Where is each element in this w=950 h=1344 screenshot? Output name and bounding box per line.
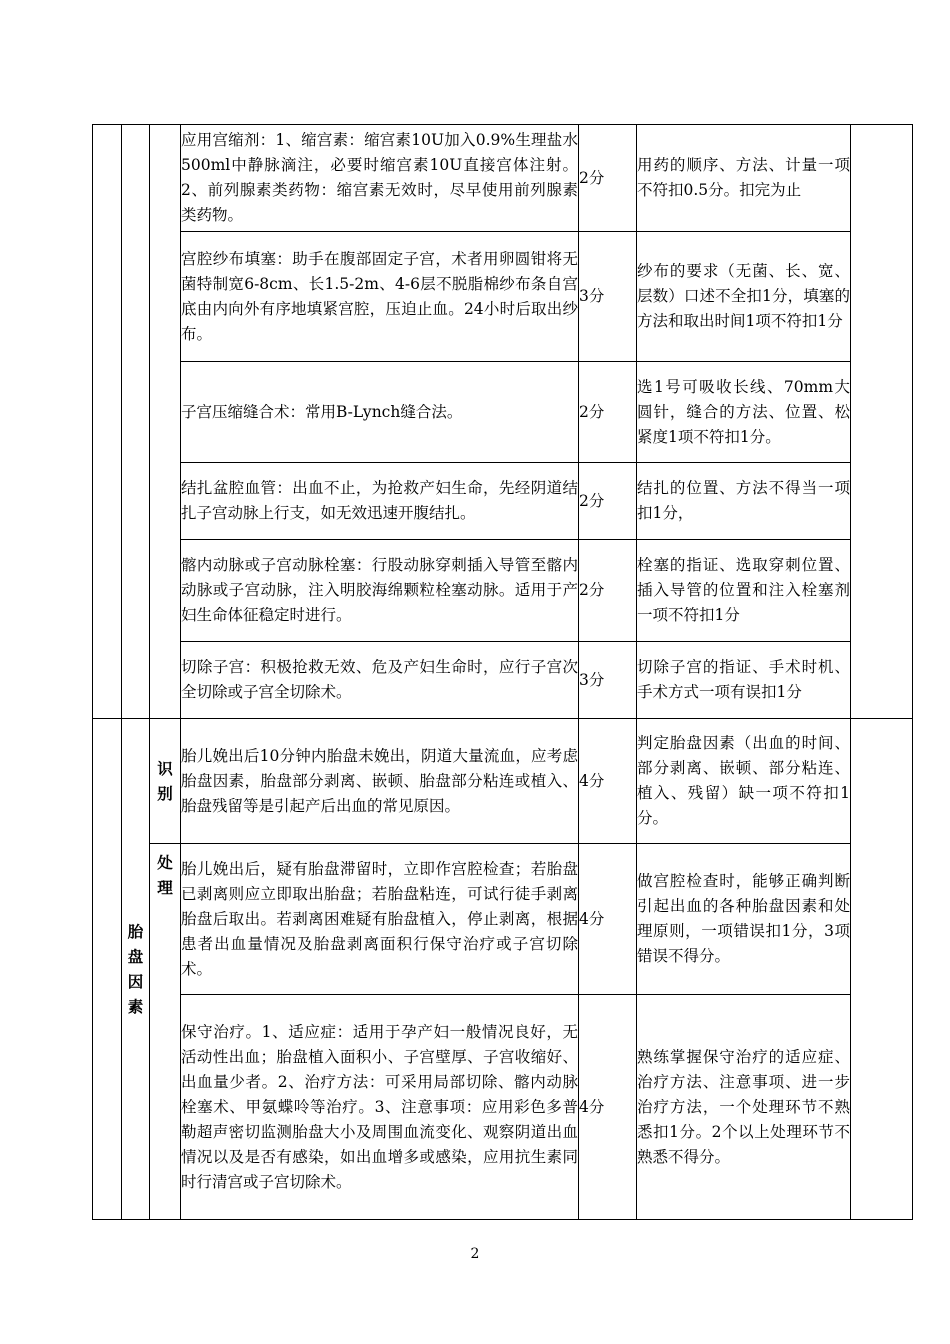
item-content: 保守治疗。1、适应症：适用于孕产妇一般情况良好，无活动性出血；胎盘植入面积小、子宫壁厚、子宫收缩好、出血量少者。2、治疗方法：可采用局部切除、髂内动脉栓塞术、甲氨蝶呤等治疗。3、注意事项：应用彩色多普勒超声密切监测胎盘大小及周围血流变化、观察阴道出血情况以及是否有感染，如出血增多或感染，应用抗生素同时行清宫或子宫切除术。 xyxy=(181,995,579,1220)
subcategory-treat: 处 理 xyxy=(150,844,181,1220)
table-row xyxy=(93,642,913,719)
item-score: 4分 xyxy=(579,719,637,844)
item-score: 3分 xyxy=(579,642,637,719)
item-content: 胎儿娩出后，疑有胎盘滞留时，立即作宫腔检查；若胎盘已剥离则应立即取出胎盘；若胎盘粘连，可试行徒手剥离胎盘后取出。若剥离困难疑有胎盘植入，停止剥离，根据患者出血量情况及胎盘剥离面积行保守治疗或子宫切除术。 xyxy=(181,844,579,995)
item-content: 结扎盆腔血管：出血不止，为抢救产妇生命，先经阴道结扎子宫动脉上行支，如无效迅速开腹结扎。 xyxy=(181,463,579,540)
table-row xyxy=(93,232,913,362)
table-row xyxy=(93,540,913,642)
category-placenta-factor: 胎 盘 因 素 xyxy=(122,719,150,1220)
deduction-cell xyxy=(851,125,913,719)
item-score: 2分 xyxy=(579,463,637,540)
blank-col-1 xyxy=(93,125,122,719)
scoring-standard: 熟练掌握保守治疗的适应症、治疗方法、注意事项、进一步治疗方法，一个处理环节不熟悉扣1分。2个以上处理环节不熟悉不得分。 xyxy=(637,995,851,1220)
item-score: 4分 xyxy=(579,844,637,995)
deduction-cell xyxy=(851,719,913,1220)
item-content: 切除子宫：积极抢救无效、危及产妇生命时，应行子宫次全切除或子宫全切除术。 xyxy=(181,642,579,719)
page-number: 2 xyxy=(470,1246,480,1262)
item-content: 髂内动脉或子宫动脉栓塞：行股动脉穿刺插入导管至髂内动脉或子宫动脉，注入明胶海绵颗粒栓塞动脉。适用于产妇生命体征稳定时进行。 xyxy=(181,540,579,642)
item-score: 2分 xyxy=(579,540,637,642)
item-score: 2分 xyxy=(579,125,637,232)
scoring-standard: 选1号可吸收长线、70mm大圆针，缝合的方法、位置、松紧度1项不符扣1分。 xyxy=(637,362,851,463)
item-content: 胎儿娩出后10分钟内胎盘未娩出，阴道大量流血，应考虑胎盘因素，胎盘部分剥离、嵌顿、胎盘部分粘连或植入、胎盘残留等是引起产后出血的常见原因。 xyxy=(181,719,579,844)
blank-col-2 xyxy=(122,125,150,719)
scoring-standard: 判定胎盘因素（出血的时间、部分剥离、嵌顿、部分粘连、植入、残留）缺一项不符扣1分。 xyxy=(637,719,851,844)
blank-col-1 xyxy=(93,719,122,1220)
blank-col-3 xyxy=(150,125,181,719)
scoring-standard: 用药的顺序、方法、计量一项不符扣0.5分。扣完为止 xyxy=(637,125,851,232)
table-row xyxy=(93,995,913,1220)
table-row xyxy=(93,463,913,540)
item-content: 子宫压缩缝合术：常用B-Lynch缝合法。 xyxy=(181,362,579,463)
scoring-standard: 切除子宫的指证、手术时机、手术方式一项有误扣1分 xyxy=(637,642,851,719)
item-score: 4分 xyxy=(579,995,637,1220)
table-row xyxy=(93,844,913,995)
scoring-standard: 做宫腔检查时，能够正确判断引起出血的各种胎盘因素和处理原则，一项错误扣1分，3项错误不得分。 xyxy=(637,844,851,995)
subcategory-identify: 识 别 xyxy=(150,719,181,844)
scoring-standard: 纱布的要求（无菌、长、宽、层数）口述不全扣1分，填塞的方法和取出时间1项不符扣1分 xyxy=(637,232,851,362)
item-score: 2分 xyxy=(579,362,637,463)
scoring-standard: 结扎的位置、方法不得当一项扣1分， xyxy=(637,463,851,540)
item-score: 3分 xyxy=(579,232,637,362)
scoring-table xyxy=(92,124,913,1220)
item-content: 宫腔纱布填塞：助手在腹部固定子宫，术者用卵圆钳将无菌特制宽6-8cm、长1.5-2m、4-6层不脱脂棉纱布条自宫底由内向外有序地填紧宫腔，压迫止血。24小时后取出纱布。 xyxy=(181,232,579,362)
scoring-standard: 栓塞的指证、选取穿刺位置、插入导管的位置和注入栓塞剂一项不符扣1分 xyxy=(637,540,851,642)
table-row xyxy=(93,719,913,844)
table-row xyxy=(93,125,913,232)
table-row xyxy=(93,362,913,463)
item-content: 应用宫缩剂：1、缩宫素：缩宫素10U加入0.9%生理盐水500ml中静脉滴注，必要时缩宫素10U直接宫体注射。2、前列腺素类药物：缩宫素无效时，尽早使用前列腺素类药物。 xyxy=(181,125,579,232)
